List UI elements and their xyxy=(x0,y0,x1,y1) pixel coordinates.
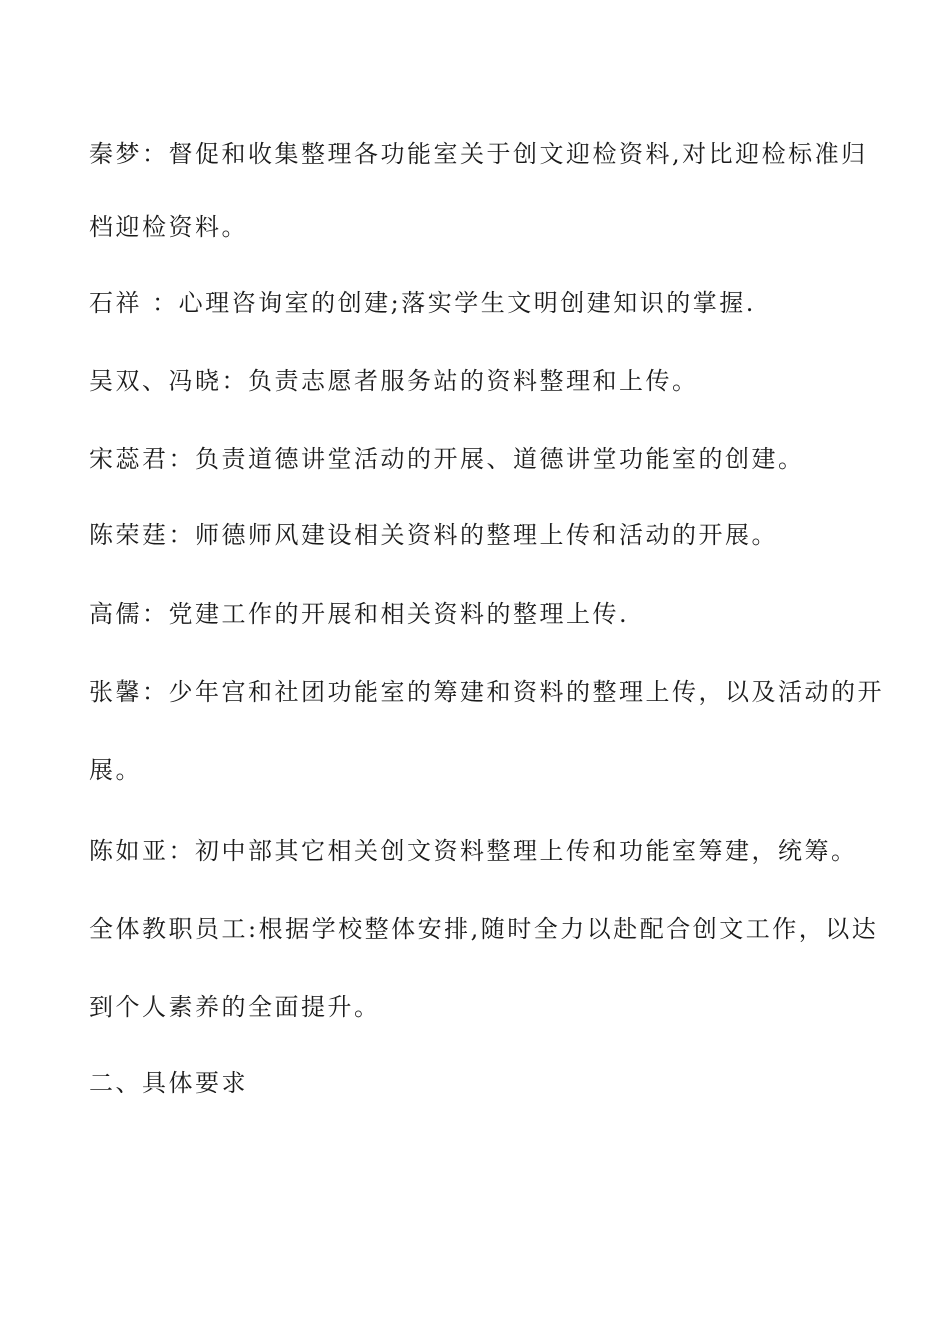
paragraph-all-staff-line2: 到个人素养的全面提升。 xyxy=(89,993,381,1021)
paragraph-wushuang-fengxiao: 吴双、冯晓：负责志愿者服务站的资料整理和上传。 xyxy=(89,367,699,395)
paragraph-chenrongting: 陈荣莛：师德师风建设相关资料的整理上传和活动的开展。 xyxy=(89,521,778,549)
paragraph-qinmeng-line2: 档迎检资料。 xyxy=(89,213,248,241)
paragraph-zhangxin-line2: 展。 xyxy=(89,756,142,784)
paragraph-chenruya: 陈如亚：初中部其它相关创文资料整理上传和功能室筹建，统筹。 xyxy=(89,837,858,865)
paragraph-songruijun: 宋蕊君：负责道德讲堂活动的开展、道德讲堂功能室的创建。 xyxy=(89,445,805,473)
paragraph-qinmeng-line1: 秦梦：督促和收集整理各功能室关于创文迎检资料,对比迎检标准归 xyxy=(89,140,868,168)
paragraph-all-staff-line1: 全体教职员工:根据学校整体安排,随时全力以赴配合创文工作，以达 xyxy=(89,915,879,943)
section-heading-requirements: 二、具体要求 xyxy=(89,1069,248,1097)
paragraph-shixiang: 石祥 ：心理咨询室的创建;落实学生文明创建知识的掌握. xyxy=(89,289,756,317)
paragraph-zhangxin-line1: 张馨：少年宫和社团功能室的筹建和资料的整理上传，以及活动的开 xyxy=(89,678,884,706)
paragraph-gaoru: 高儒：党建工作的开展和相关资料的整理上传. xyxy=(89,600,630,628)
